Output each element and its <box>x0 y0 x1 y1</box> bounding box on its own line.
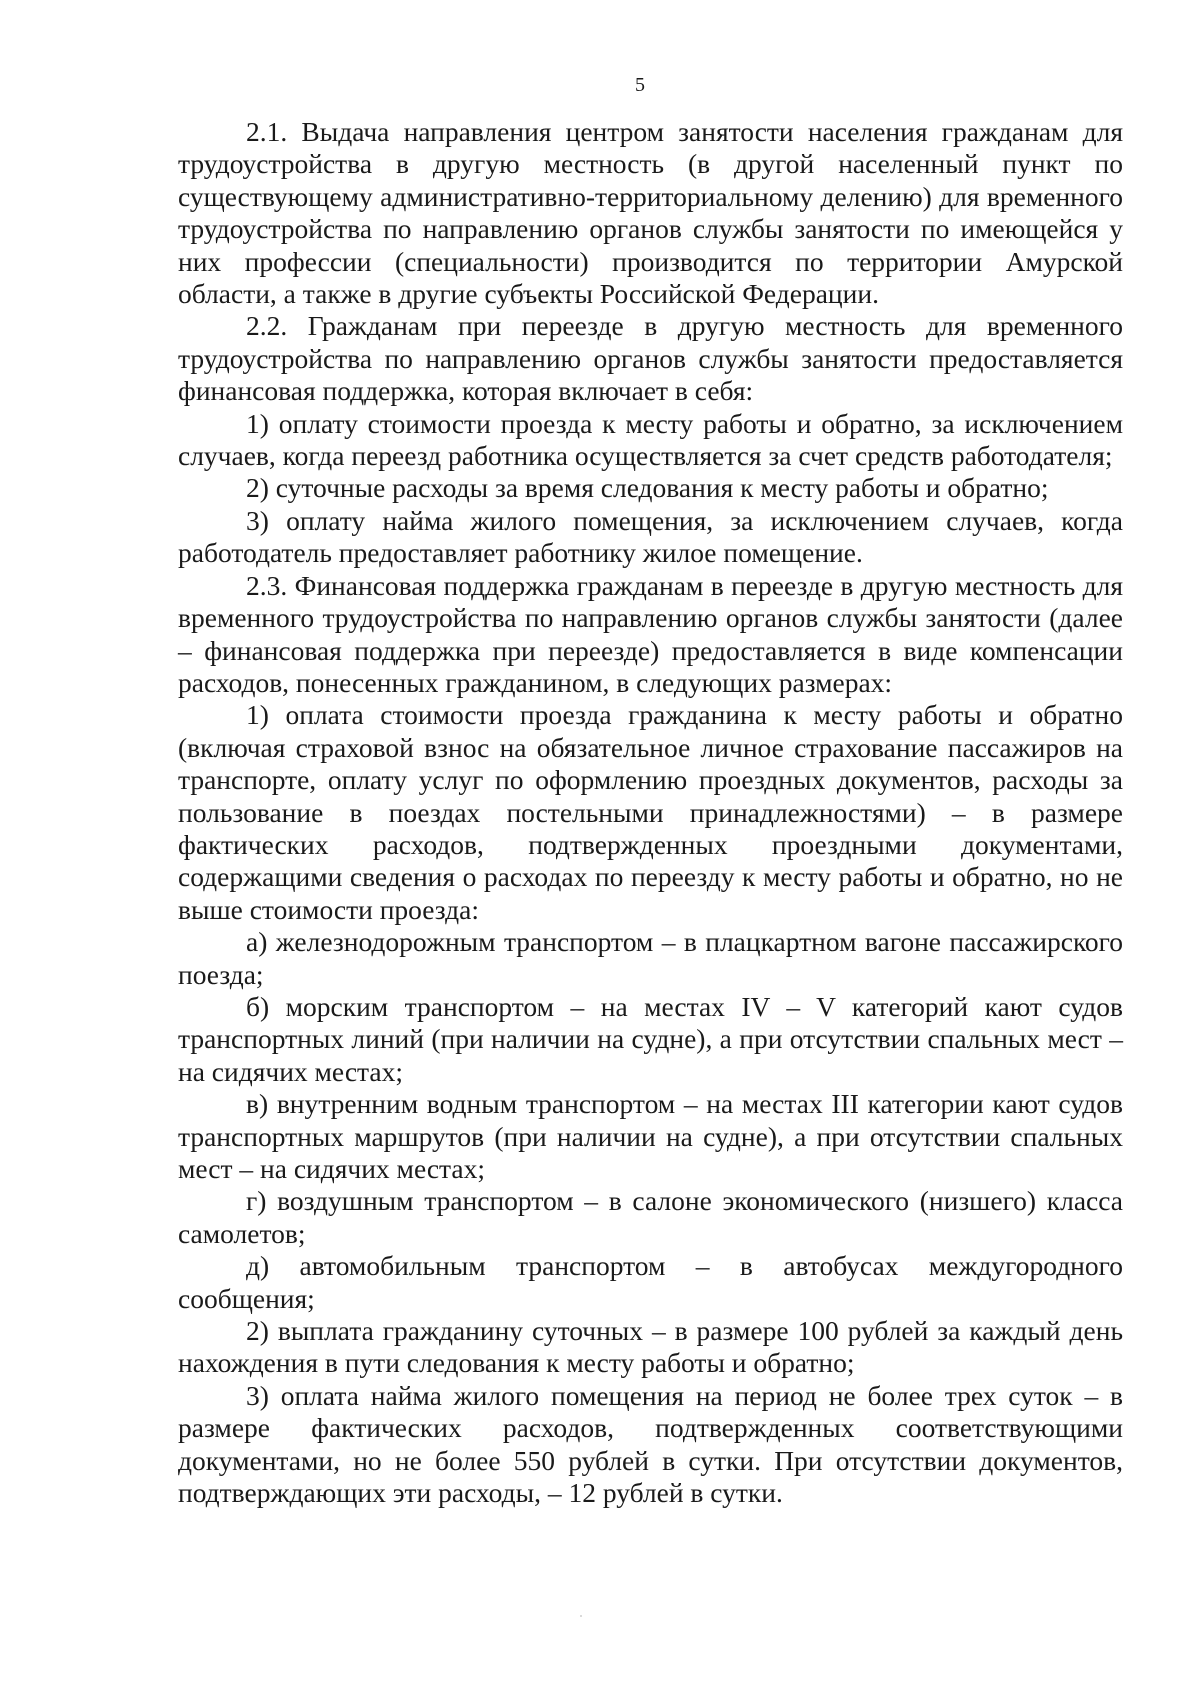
clause-2-3-item-1: 1) оплата стоимости проезда гражданина к месту работы и обратно (включая страховой взнос на обязательное личное страхование пассажиров на транспорте, оплату услуг по оформлению проездных документов, расходы за пользование в поездах постельными принадлежностями) – в размере фактических расходов, подтвержденных проездными документами, содержащими сведения о расходах по переезду к месту работы и обратно, но не выше стоимости проезда: <box>178 699 1123 925</box>
scan-speck <box>580 1615 582 1617</box>
clause-2-2: 2.2. Гражданам при переезде в другую местность для временного трудоустройства по направлению органов службы занятости предоставляется финансовая поддержка, которая включает в себя: <box>178 310 1123 407</box>
clause-2-3-subitem-a: а) железнодорожным транспортом – в плацкартном вагоне пассажирского поезда; <box>178 926 1123 990</box>
clause-2-2-item-1: 1) оплату стоимости проезда к месту работы и обратно, за исключением случаев, когда переезд работника осуществляется за счет средств работодателя; <box>178 407 1123 472</box>
clause-2-1: 2.1. Выдача направления центром занятости населения гражданам для трудоустройства в другую местность (в другой населенный пункт по существующему административно-территориальному делению) для временного трудоустройства по направлению органов службы занятости по имеющейся у них профессии (специальности) производится по территории Амурской области, а также в другие субъекты Российской Федерации. <box>178 116 1123 310</box>
page-number: 5 <box>635 74 645 96</box>
clause-2-3-subitem-d: д) автомобильным транспортом – в автобусах междугородного сообщения; <box>178 1250 1123 1314</box>
clause-2-3-subitem-v: в) внутренним водным транспортом – на местах III категории кают судов транспортных маршрутов (при наличии на судне), а при отсутствии спальных мест – на сидячих местах; <box>178 1088 1123 1184</box>
clause-2-3: 2.3. Финансовая поддержка гражданам в переезде в другую местность для временного трудоустройства по направлению органов службы занятости (далее – финансовая поддержка при переезде) предоставляется в виде компенсации расходов, понесенных гражданином, в следующих размерах: <box>178 569 1123 698</box>
document-body <box>178 116 1123 1509</box>
clause-2-2-item-3: 3) оплату найма жилого помещения, за исключением случаев, когда работодатель предоставляет работнику жилое помещение. <box>178 504 1123 569</box>
clause-2-2-item-2: 2) суточные расходы за время следования к месту работы и обратно; <box>246 472 1049 504</box>
clause-2-3-subitem-b: б) морским транспортом – на местах IV – V категорий кают судов транспортных линий (при наличии на судне), а при отсутствии спальных мест – на сидячих местах; <box>178 990 1123 1087</box>
clause-2-3-subitem-g: г) воздушным транспортом – в салоне экономического (низшего) класса самолетов; <box>178 1185 1123 1249</box>
clause-2-3-item-3: 3) оплата найма жилого помещения на период не более трех суток – в размере фактических расходов, подтвержденных соответствующими документами, но не более 550 рублей в сутки. При отсутствии документов, подтверждающих эти расходы, – 12 рублей в сутки. <box>178 1379 1123 1509</box>
clause-2-3-item-2: 2) выплата гражданину суточных – в размере 100 рублей за каждый день нахождения в пути следования к месту работы и обратно; <box>178 1315 1123 1379</box>
